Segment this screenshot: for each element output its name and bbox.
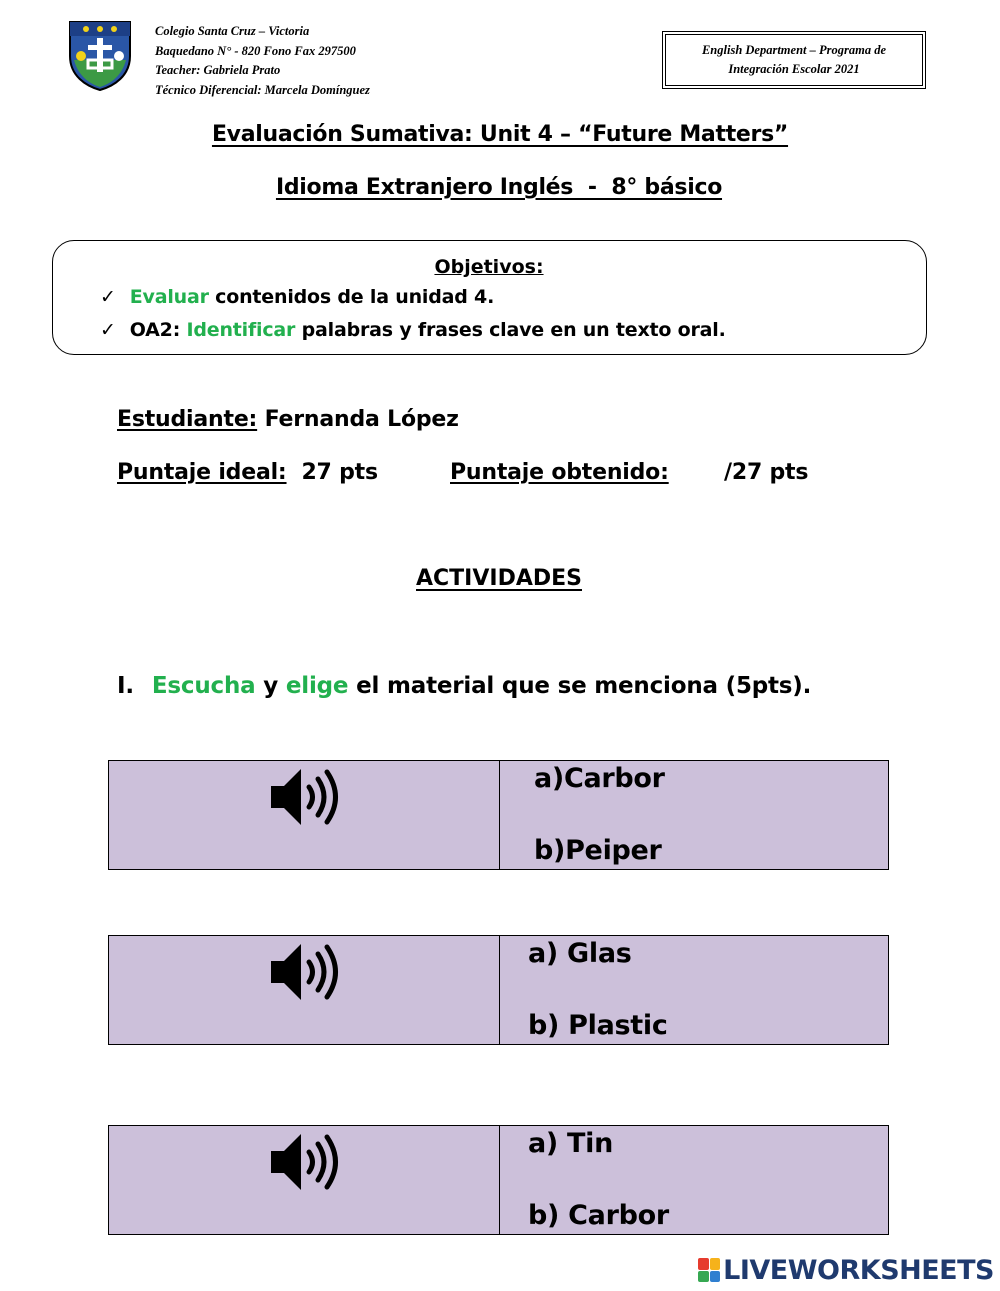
objective-verb: Identificar: [186, 319, 296, 341]
subject-title: [0, 175, 998, 200]
objective-text: contenidos de la unidad 4.: [208, 286, 495, 308]
audio-cell: [109, 761, 500, 869]
logo-square: [710, 1271, 721, 1283]
liveworksheets-icon: [698, 1258, 720, 1282]
option-a[interactable]: a) Glas: [528, 938, 632, 969]
main-title-text: Evaluación Sumativa: Unit 4 – “Future Matters”: [211, 122, 789, 147]
subject-title-text: Idioma Extranjero Inglés - 8° básico: [275, 175, 723, 200]
school-line: Baquedano N° - 820 Fono Fax 297500: [155, 43, 356, 58]
check-icon: ✓: [100, 286, 116, 308]
instruction-joiner: y: [255, 673, 286, 699]
speaker-play-icon[interactable]: [269, 942, 341, 1002]
score-obtained: [450, 460, 669, 485]
audio-cell: [109, 1126, 500, 1234]
school-line: Teacher: Gabriela Prato: [155, 63, 281, 77]
logo-square: [698, 1258, 709, 1270]
speaker-play-icon[interactable]: [269, 767, 341, 827]
obtained-score-label: Puntaje obtenido:: [450, 460, 669, 485]
audio-cell: [109, 936, 500, 1044]
instruction-text: el material que se menciona (5pts).: [348, 673, 812, 699]
option-b[interactable]: b) Carbor: [528, 1200, 669, 1231]
activity-number: I.: [117, 673, 134, 699]
logo-square: [698, 1271, 709, 1283]
department-line: English Department – Programa de: [701, 43, 887, 57]
objective-item: [100, 286, 494, 308]
logo-square: [710, 1258, 721, 1270]
ideal-score-label: Puntaje ideal:: [117, 460, 287, 485]
question-box-3: [108, 1125, 889, 1235]
objective-item: [100, 319, 726, 341]
objective-verb: Evaluar: [129, 286, 209, 308]
student-name: Fernanda López: [264, 407, 459, 432]
check-icon: ✓: [100, 319, 116, 341]
instruction-verb-choose: elige: [285, 673, 349, 699]
school-info: [155, 22, 370, 100]
school-crest-logo: [68, 20, 132, 92]
question-box-1: [108, 760, 889, 870]
instruction-verb-listen: Escucha: [151, 673, 256, 699]
ideal-score-value: 27 pts: [301, 460, 378, 485]
department-box: [662, 31, 926, 89]
obtained-score-value: /27 pts: [724, 460, 809, 485]
speaker-play-icon[interactable]: [269, 1132, 341, 1192]
objective-text: palabras y frases clave en un texto oral.: [295, 319, 726, 341]
options-cell: [500, 1126, 888, 1234]
activities-heading: ACTIVIDADES: [416, 566, 582, 591]
question-box-2: [108, 935, 889, 1045]
department-box-inner: [665, 34, 923, 86]
option-b[interactable]: b)Peiper: [534, 835, 662, 866]
liveworksheets-logo[interactable]: [698, 1255, 994, 1285]
school-line: Técnico Diferencial: Marcela Domínguez: [155, 82, 370, 97]
option-a[interactable]: a)Carbor: [534, 763, 665, 794]
objective-prefix: OA2:: [129, 319, 187, 341]
options-cell: [500, 761, 888, 869]
student-row: [117, 407, 459, 432]
school-line: Colegio Santa Cruz – Victoria: [155, 24, 310, 38]
score-ideal: [117, 460, 378, 485]
option-a[interactable]: a) Tin: [528, 1128, 614, 1159]
options-cell: [500, 936, 888, 1044]
liveworksheets-text: LIVEWORKSHEETS: [723, 1254, 994, 1286]
objectives-heading: Objetivos:: [434, 256, 544, 278]
main-title: [0, 122, 1000, 147]
department-line: Integración Escolar 2021: [728, 62, 860, 76]
activity-instruction: [117, 673, 811, 699]
option-b[interactable]: b) Plastic: [528, 1010, 668, 1041]
student-label: Estudiante:: [117, 407, 258, 432]
